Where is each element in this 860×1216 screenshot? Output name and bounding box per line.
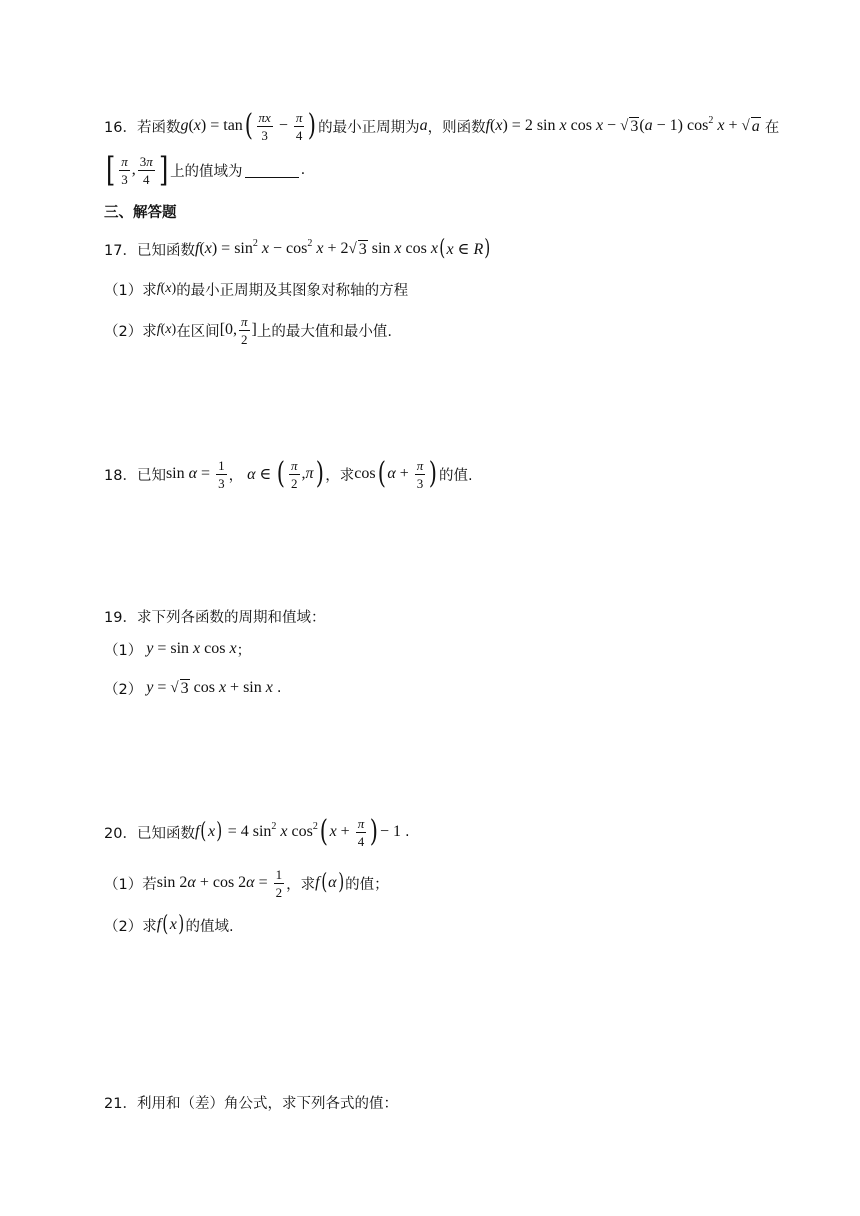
question-text: ，则函数 [427,119,486,136]
math-formula: g(x) = tan [180,117,243,134]
question-text: 上的值域为 [170,163,243,180]
fraction: $\frac{3\pi}{4}$ [139,153,153,187]
question-number: 20． [104,825,137,842]
fraction: $\frac{1}{3}$ [218,457,225,491]
question-number: 17． [104,242,137,259]
question-16-line-2: [ $\frac{\pi}{3}$ , $\frac{3\pi}{4}$ ] 上的值域为 . [105,150,306,190]
question-text: 的最小正周期为 [318,119,420,136]
question-text: 在 [764,119,780,136]
fraction: $\frac{\pi}{2}$ [241,313,248,347]
fraction: $\frac{\pi}{3}$ [121,153,128,187]
question-18: 18． 已知 sin α = $\frac{1}{3}$ ， α ∈ ( $\frac{\pi}{2}$ ,π ) ，求 cos ( α + $\frac{\pi}{3}$ ) 的值. [104,456,473,491]
fraction: $\frac{\pi}{2}$ [291,457,298,491]
question-21: 21． 利用和（差）角公式，求下列各式的值： [104,1090,398,1114]
question-number: 18． [104,467,137,484]
fraction: $\frac{\pi}{4}$ [357,815,365,849]
question-text: 若函数 [136,119,181,136]
question-number: 21． [104,1095,137,1112]
question-16-line-1: 16． 若函数 g(x) = tan ( $\frac{\pi x}{3}$ − $\frac{\pi}{4}$ ) 的最小正周期为 a ，则函数 f(x) = 2 sin x cos x − √ 3 (a − 1) $\cos^2 x$ + √ a 在 [104,108,780,143]
question-17-sub-2: （2）求 f(x) 在区间 [0, $\frac{\pi}{2}$ ] 上的最大值和最小值. [104,313,392,347]
fraction: $\frac{\pi}{4}$ [295,109,303,143]
question-17-line-1: 17． 已知函数 $f(x) = \sin^2 x - \cos^2 x + 2$ √ 3 sin x cos x ( x ∈ R ) [104,236,491,261]
question-20-sub-1: （1）若 sin 2α + cos 2α = $\frac{1}{2}$ ，求 f ( α ) 的值； [104,866,389,900]
fraction: $\frac{\pi x}{3}$ [258,109,271,143]
question-text: 已知函数 [136,242,195,259]
question-19-sub-2: （2） y = √ 3 cos x + sin x . [104,679,282,698]
question-19-line-1: 19． 求下列各函数的周期和值域： [104,604,325,628]
math-formula: $f(x) = \sin^2 x - \cos^2 x + 2$ [194,238,349,257]
question-19-sub-1: （1） y = sin x cos x ； [104,640,252,659]
math-formula: f(x) = 2 sin x cos x − [485,117,621,134]
question-17-sub-1: （1）求 f(x) 的最小正周期及其图象对称轴的方程 [104,281,409,299]
question-20-line-1: 20． 已知函数 f ( x ) = 4 $\sin^2 x$ $\cos^2$ ( x + $\frac{\pi}{4}$ ) − 1 . [104,814,410,849]
fraction: $\frac{\pi}{3}$ [416,457,424,491]
section-title: 三、解答题 [104,204,177,221]
question-number: 19． [104,609,137,626]
answer-blank [245,163,299,178]
question-number: 16． [104,119,137,136]
question-20-sub-2: （2）求 f ( x ) 的值域. [104,912,234,937]
fraction: $\frac{1}{2}$ [275,866,283,900]
